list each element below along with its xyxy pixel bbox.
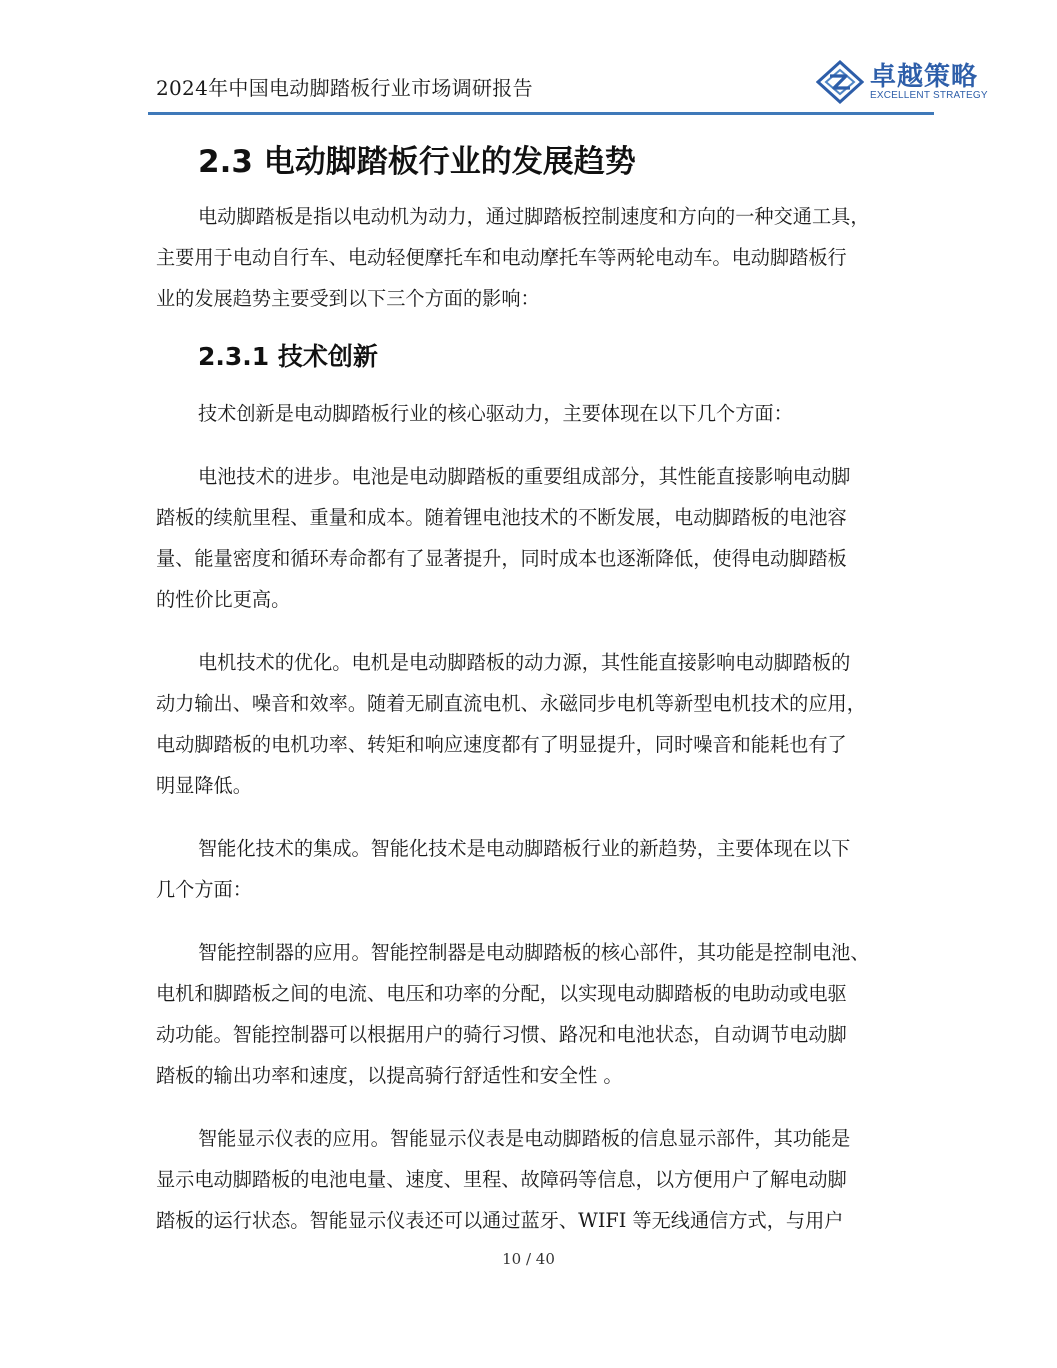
paragraph-line: 量、能量密度和循环寿命都有了显著提升，同时成本也逐渐降低，使得电动脚踏板 bbox=[156, 547, 847, 570]
paragraph-line: 电机和脚踏板之间的电流、电压和功率的分配，以实现电动脚踏板的电助动或电驱 bbox=[156, 982, 847, 1005]
page-number: 10 / 40 bbox=[502, 1250, 555, 1268]
battery-paragraph bbox=[156, 456, 926, 620]
paragraph-line: 几个方面： bbox=[156, 878, 252, 901]
paragraph-line: 业的发展趋势主要受到以下三个方面的影响： bbox=[156, 287, 540, 310]
paragraph-line: 电机技术的优化。电机是电动脚踏板的动力源，其性能直接影响电动脚踏板的 bbox=[198, 651, 851, 674]
paragraph-line: 电动脚踏板是指以电动机为动力，通过脚踏板控制速度和方向的一种交通工具， bbox=[198, 205, 870, 228]
logo-chinese-name: 卓越策略 bbox=[870, 62, 979, 92]
paragraph-line: 踏板的输出功率和速度，以提高骑行舒适性和安全性 。 bbox=[156, 1064, 623, 1087]
paragraph-line: 动功能。智能控制器可以根据用户的骑行习惯、路况和电池状态，自动调节电动脚 bbox=[156, 1023, 847, 1046]
header-divider bbox=[148, 112, 934, 115]
section-intro-paragraph bbox=[156, 196, 926, 319]
paragraph-line: 电动脚踏板的电机功率、转矩和响应速度都有了明显提升，同时噪音和能耗也有了 bbox=[156, 733, 847, 756]
paragraph-line: 智能控制器的应用。智能控制器是电动脚踏板的核心部件，其功能是控制电池、 bbox=[198, 941, 870, 964]
paragraph-line: 踏板的运行状态。智能显示仪表还可以通过蓝牙、WIFI 等无线通信方式，与用户 bbox=[156, 1209, 844, 1232]
diamond-logo-icon bbox=[816, 60, 864, 104]
paragraph-line: 技术创新是电动脚踏板行业的核心驱动力，主要体现在以下几个方面： bbox=[198, 402, 793, 425]
section-heading: 2.3 电动脚踏板行业的发展趋势 bbox=[198, 144, 636, 180]
paragraph-line: 动力输出、噪音和效率。随着无刷直流电机、永磁同步电机等新型电机技术的应用， bbox=[156, 692, 866, 715]
paragraph-line: 智能化技术的集成。智能化技术是电动脚踏板行业的新趋势，主要体现在以下 bbox=[198, 837, 851, 860]
paragraph-line: 电池技术的进步。电池是电动脚踏板的重要组成部分，其性能直接影响电动脚 bbox=[198, 465, 851, 488]
paragraph-line: 显示电动脚踏板的电池电量、速度、里程、故障码等信息，以方便用户了解电动脚 bbox=[156, 1168, 847, 1191]
motor-paragraph bbox=[156, 642, 926, 806]
smart-display-paragraph bbox=[156, 1118, 926, 1241]
paragraph-line: 的性价比更高。 bbox=[156, 588, 291, 611]
smart-tech-paragraph bbox=[156, 828, 926, 910]
paragraph-line: 智能显示仪表的应用。智能显示仪表是电动脚踏板的信息显示部件，其功能是 bbox=[198, 1127, 851, 1150]
report-title: 2024年中国电动脚踏板行业市场调研报告 bbox=[156, 76, 533, 100]
company-logo bbox=[816, 56, 988, 106]
paragraph-line: 踏板的续航里程、重量和成本。随着锂电池技术的不断发展，电动脚踏板的电池容 bbox=[156, 506, 847, 529]
paragraph-line: 明显降低。 bbox=[156, 774, 252, 797]
logo-english-name: EXCELLENT STRATEGY bbox=[870, 90, 988, 101]
innovation-intro-paragraph bbox=[156, 393, 926, 434]
subsection-heading: 2.3.1 技术创新 bbox=[198, 342, 378, 371]
smart-controller-paragraph bbox=[156, 932, 926, 1096]
paragraph-line: 主要用于电动自行车、电动轻便摩托车和电动摩托车等两轮电动车。电动脚踏板行 bbox=[156, 246, 847, 269]
